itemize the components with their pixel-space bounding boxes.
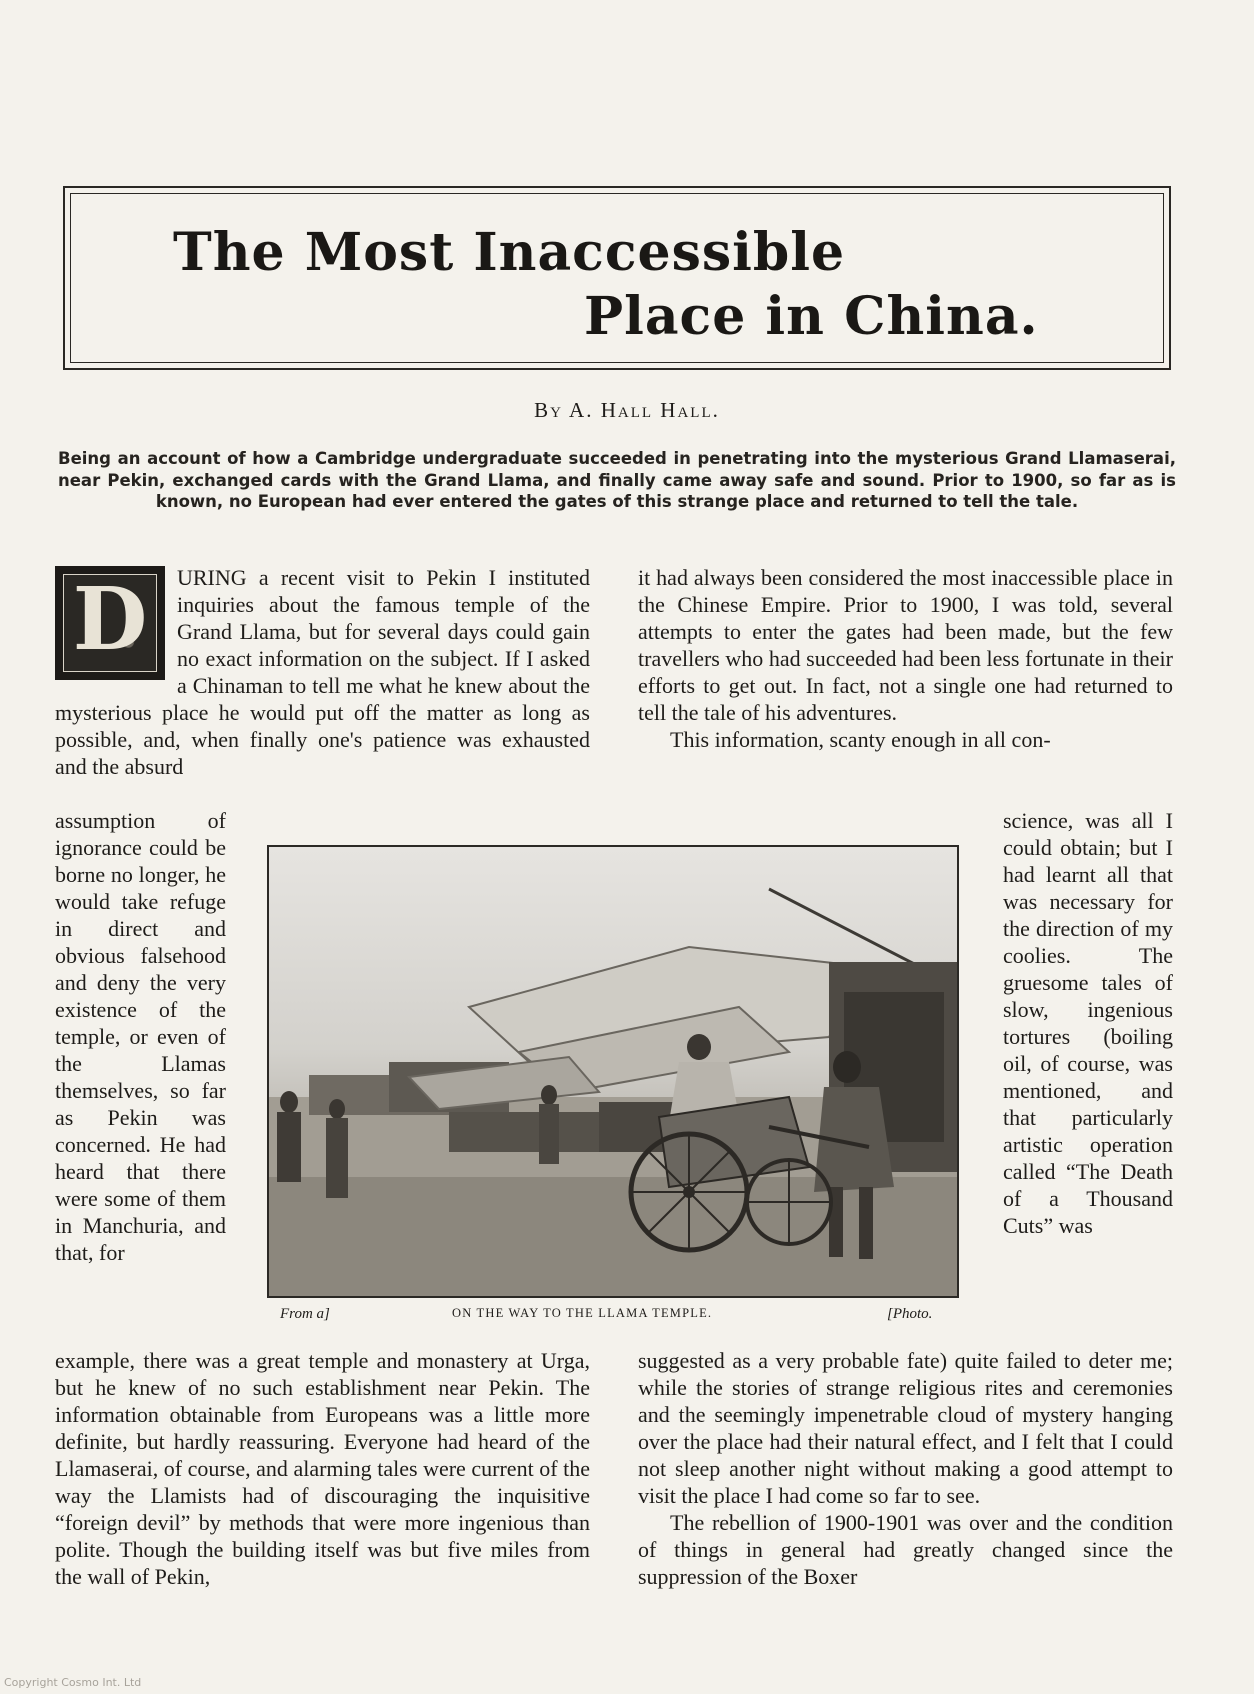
body-text-left-narrow: assumption of ignorance could be borne no longer, he would take refuge in direct and obvious falsehood and deny the very existence of the temple, or even of the Llamas themselves, so far as Pekin was concerned. He had heard that there were some of them in Manchuria, and that, for <box>55 808 226 1265</box>
body-text-right-narrow: science, was all I could obtain; but I had learnt all that was necessary for the direction of my coolies. The gruesome tales of slow, ingenious tortures (boiling oil, of course, was mentioned, and that particularly artistic operation called “The Death of a Thousand Cuts” was <box>1003 808 1173 1238</box>
body-text-right-bottom: suggested as a very probable fate) quite failed to deter me; while the stories of strange religious rites and ceremonies and the seemingly impenetrable cloud of mystery hanging over the place had their natural effect, and I felt that I could not sleep another night without making a good attempt to visit the place I had come so far to see. <box>638 1348 1173 1508</box>
caption-from: From a] <box>280 1306 330 1322</box>
byline: By A. Hall Hall. <box>534 398 720 422</box>
body-text-right-top-2: This information, scanty enough in all con- <box>670 727 1051 752</box>
body-text-right-top: it had always been considered the most inaccessible place in the Chinese Empire. Prior to 1900, I was told, several attempts to enter the gates had been made, but the few travellers who had succeeded had been less fortunate in their efforts to get out. In fact, not a single one had returned to tell the tale of his adventures. <box>638 565 1173 725</box>
body-text-left-top: URING a recent visit to Pekin I instituted inquiries about the famous temple of the Grand Llama, but for several days could gain no exact information on the subject. If I asked a Chinaman to tell me what he knew about the mysterious place he would put off the matter as long as possible, and, when finally one's patience was exhausted and the absurd <box>55 565 590 779</box>
body-text-right-bottom-2: The rebellion of 1900-1901 was over and the condition of things in general had greatly changed since the suppression of the Boxer <box>638 1510 1173 1589</box>
ornamental-dropcap <box>55 566 165 680</box>
title-box <box>63 186 1171 370</box>
dropcap-letter: D <box>72 569 148 670</box>
title-line-2: Place in China. <box>584 286 1039 347</box>
street-photograph <box>267 845 959 1298</box>
title-line-1: The Most Inaccessible <box>173 222 846 283</box>
intro-paragraph: Being an account of how a Cambridge undergraduate succeeded in penetrating into the mysterious Grand Llamaserai, near Pekin, exchanged cards with the Grand Llama, and finally came away safe and sound. Prior to 1900, so far as is known, no European had ever entered the gates of this strange place and returned to tell the tale. <box>58 449 1176 511</box>
body-text-left-bottom: example, there was a great temple and monastery at Urga, but he knew of no such establishment near Pekin. The information obtainable from Europeans was a little more definite, but hardly reassuring. Everyone had heard of the Llamaserai, of course, and alarming tales were current of the way the Llamists had of discouraging the inquisitive “foreign devil” by methods that were more ingenious than polite. Though the building itself was but five miles from the wall of Pekin, <box>55 1348 590 1589</box>
right-column-bottom <box>638 1347 1173 1590</box>
left-column-top <box>55 564 590 780</box>
copyright-watermark: Copyright Cosmo Int. Ltd <box>4 1676 142 1689</box>
photo-caption: ON THE WAY TO THE LLAMA TEMPLE. <box>452 1306 713 1320</box>
left-column-narrow <box>55 807 226 1266</box>
right-column-narrow <box>1003 807 1173 1239</box>
right-column-top <box>638 564 1173 753</box>
left-column-bottom <box>55 1347 590 1590</box>
photo-illustration <box>269 847 957 1296</box>
caption-photo-credit: [Photo. <box>887 1306 933 1322</box>
